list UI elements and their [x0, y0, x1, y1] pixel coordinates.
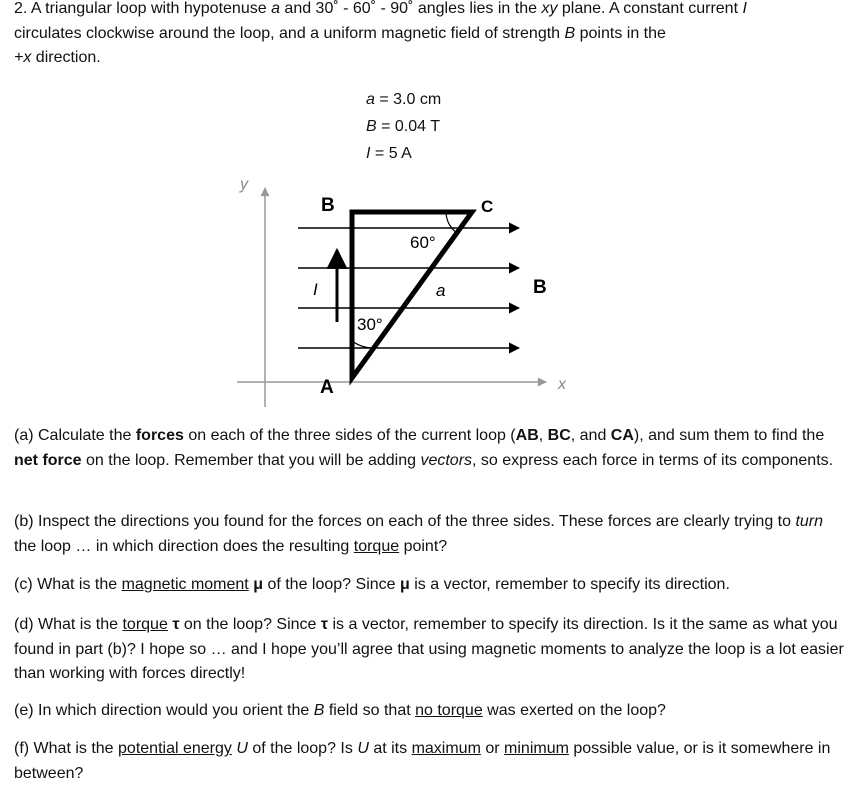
part-a-text: ), and sum them to find the — [633, 427, 825, 444]
var-plus-x: +x — [14, 49, 32, 66]
part-c-text: of the loop? Since — [263, 576, 400, 593]
part-f-text: at its — [368, 740, 412, 757]
mu-symbol: μ — [253, 576, 263, 593]
y-axis-label: y — [240, 176, 248, 193]
part-a-bold: CA — [610, 427, 634, 444]
intro-text: plane. A constant current — [557, 0, 743, 17]
x-axis-label: x — [558, 376, 566, 393]
part-f-italic: U — [357, 740, 369, 757]
part-f-underline: potential energy — [118, 740, 232, 757]
tau-symbol: τ — [172, 616, 180, 633]
part-a-text: , — [538, 427, 548, 444]
hypotenuse-a-label: a — [436, 281, 446, 300]
part-d-text: (d) What is the — [14, 616, 123, 633]
part-a-text: on the loop. Remember that you will be adding — [81, 451, 421, 469]
intro-text: circulates clockwise around the loop, and a uniform magnetic field of strength — [14, 24, 565, 42]
part-e — [14, 699, 844, 724]
part-b-text: the loop … in which direction does the resulting — [14, 537, 354, 555]
var-I: I — [742, 0, 747, 17]
part-e-text: field so that — [324, 702, 416, 719]
part-a — [14, 424, 844, 473]
part-a-italic: vectors — [420, 451, 473, 469]
part-c-underline: magnetic moment — [121, 576, 249, 593]
part-a-text: , and — [570, 427, 611, 444]
intro-text: points in the — [575, 24, 666, 42]
part-f-text: (f) What is the — [14, 740, 119, 757]
part-f-underline: maximum — [411, 740, 481, 757]
vertex-C-label: C — [481, 197, 494, 216]
part-b-underline: torque — [353, 537, 400, 555]
field-B-label: B — [533, 277, 547, 298]
part-d-text: is a vector, remember to specify its direction. Is it the same as what you found in part (b)? I hope so … and I hope you’ll agree that using magnetic moments to analyze the loop is a lot easier than working with forces directly! — [14, 616, 844, 682]
part-a-bold: AB — [515, 427, 539, 444]
given-B-var: B — [366, 118, 377, 135]
mu-symbol: μ — [399, 576, 410, 593]
part-f-text: of the loop? Is — [247, 740, 358, 757]
part-a-text: on each of the three sides of the current loop ( — [183, 427, 516, 444]
angle-arc-30 — [352, 341, 374, 348]
part-a-text: (a) Calculate the — [14, 427, 136, 444]
var-a: a — [271, 0, 280, 17]
part-d-text: on the loop? Since — [179, 616, 321, 633]
given-a-var: a — [366, 91, 375, 108]
part-a-text: , so express each force in terms of its components. — [472, 451, 834, 469]
angle-arc-60 — [446, 212, 457, 233]
part-c-text: is a vector, remember to specify its direction. — [409, 576, 730, 593]
part-f-underline: minimum — [504, 740, 569, 757]
part-b — [14, 510, 844, 559]
var-xy: xy — [541, 0, 558, 17]
given-a-value: = 3.0 cm — [374, 91, 442, 108]
part-c-text: (c) What is the — [14, 576, 122, 593]
given-I-var: I — [366, 145, 371, 162]
var-B: B — [564, 24, 576, 42]
angle-60-label: 60° — [410, 233, 436, 252]
given-I-value: = 5 A — [370, 145, 412, 162]
tau-symbol: τ — [320, 616, 329, 633]
part-f-italic: U — [236, 740, 248, 757]
part-e-italic: B — [313, 702, 325, 719]
vertex-A-label: A — [320, 377, 334, 398]
part-b-text: (b) Inspect the directions you found for the forces on each of the three sides. These forces are clearly trying to — [14, 513, 796, 530]
intro-text: 2. A triangular loop with hypotenuse — [14, 0, 272, 17]
part-e-text: was exerted on the loop? — [482, 702, 666, 719]
part-f — [14, 737, 844, 786]
part-f-text: possible value, or is it somewhere in between? — [14, 740, 831, 782]
part-d-underline: torque — [122, 616, 168, 633]
part-c — [14, 573, 844, 598]
part-b-italic: turn — [795, 513, 824, 530]
vertex-B-label: B — [321, 195, 335, 216]
part-a-bold: BC — [547, 427, 571, 444]
current-I-label: I — [313, 280, 318, 299]
part-e-underline: no torque — [415, 702, 483, 719]
angle-30-label: 30° — [357, 315, 383, 334]
part-d — [14, 613, 844, 687]
part-a-bold: forces — [135, 427, 184, 444]
part-a-bold: net force — [14, 451, 82, 469]
intro-text: direction. — [31, 49, 101, 66]
given-B-value: = 0.04 T — [376, 118, 440, 135]
part-e-text: (e) In which direction would you orient the — [14, 702, 314, 719]
intro-text: and 30˚ - 60˚ - 90˚ angles lies in the — [279, 0, 542, 17]
part-b-text: point? — [399, 537, 448, 555]
part-f-text: or — [480, 740, 505, 757]
